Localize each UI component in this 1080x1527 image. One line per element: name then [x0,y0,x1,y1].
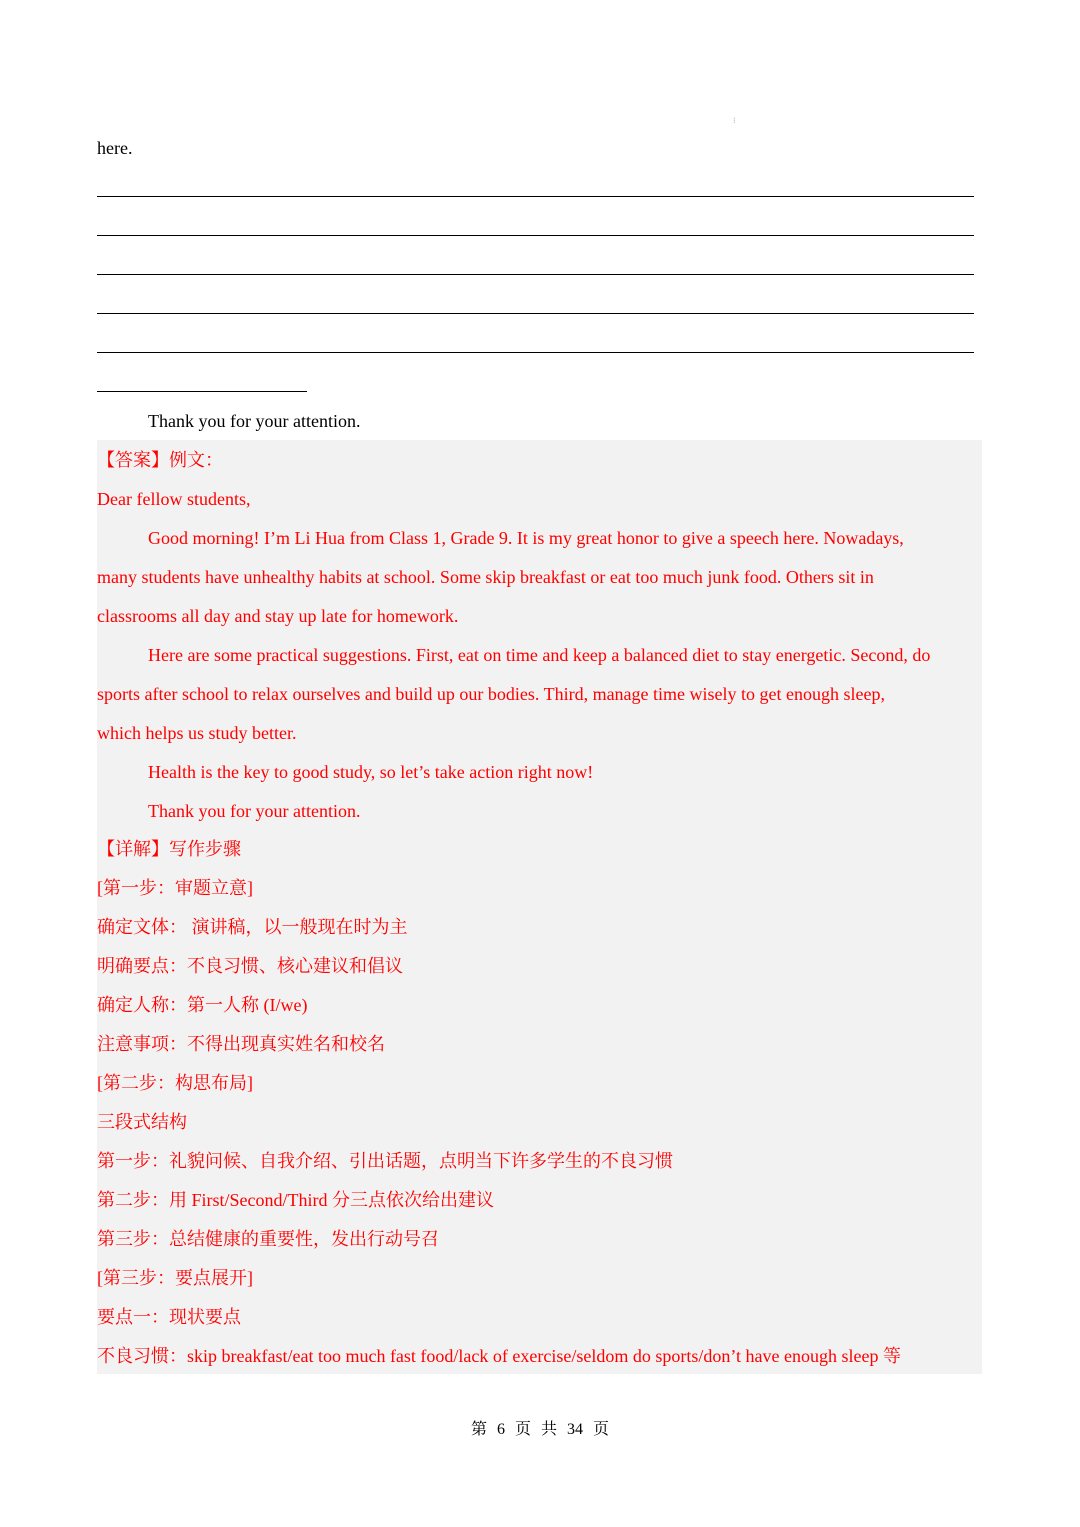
writing-line-short [97,391,307,392]
closing-text: Thank you for your attention. [148,411,361,431]
explanation-line: [第二步：构思布局] [97,1073,253,1093]
explanation-line: 不良习惯：skip breakfast/eat too much fast food/lack of exercise/seldom do sports/don’t have enough sleep 等 [97,1346,901,1366]
answer-salutation: Dear fellow students, [97,489,251,509]
answer-line: which helps us study better. [97,723,297,743]
answer-line: Health is the key to good study, so let’s take action right now! [148,762,594,782]
answer-label: 【答案】例文： [97,450,223,470]
answer-line: classrooms all day and stay up late for homework. [97,606,459,626]
answer-line: sports after school to relax ourselves and build up our bodies. Third, manage time wisely to get enough sleep, [97,684,885,704]
explanation-line: [第三步：要点展开] [97,1268,253,1288]
explanation-line: 确定人称：第一人称 (I/we) [97,995,308,1015]
answer-line: Thank you for your attention. [148,801,361,821]
writing-line [97,274,974,275]
explanation-line: 明确要点：不良习惯、核心建议和倡议 [97,956,403,976]
answer-line: many students have unhealthy habits at school. Some skip breakfast or eat too much junk food. Others sit in [97,567,874,587]
explanation-line: 确定文体： 演讲稿，以一般现在时为主 [97,917,408,937]
prompt-tail-text: here. [97,138,133,158]
explanation-line: 第三步：总结健康的重要性，发出行动号召 [97,1229,439,1249]
explanation-line: 第二步：用 First/Second/Third 分三点依次给出建议 [97,1190,494,1210]
answer-line: Good morning! I’m Li Hua from Class 1, Grade 9. It is my great honor to give a speech here. Nowadays, [148,528,904,548]
explanation-label: 【详解】写作步骤 [97,839,241,859]
explanation-line: [第一步：审题立意] [97,878,253,898]
answer-block [97,440,982,1374]
explanation-line: 注意事项：不得出现真实姓名和校名 [97,1034,385,1054]
answer-line: Here are some practical suggestions. First, eat on time and keep a balanced diet to stay energetic. Second, do [148,645,931,665]
page-number-footer: 第 6 页 共 34 页 [470,1421,609,1438]
margin-mark: ⁝ [733,116,736,125]
explanation-line: 要点一：现状要点 [97,1307,241,1327]
writing-line [97,313,974,314]
explanation-line: 三段式结构 [97,1112,187,1132]
explanation-line: 第一步：礼貌问候、自我介绍、引出话题，点明当下许多学生的不良习惯 [97,1151,673,1171]
writing-line [97,235,974,236]
writing-line [97,352,974,353]
writing-line [97,196,974,197]
